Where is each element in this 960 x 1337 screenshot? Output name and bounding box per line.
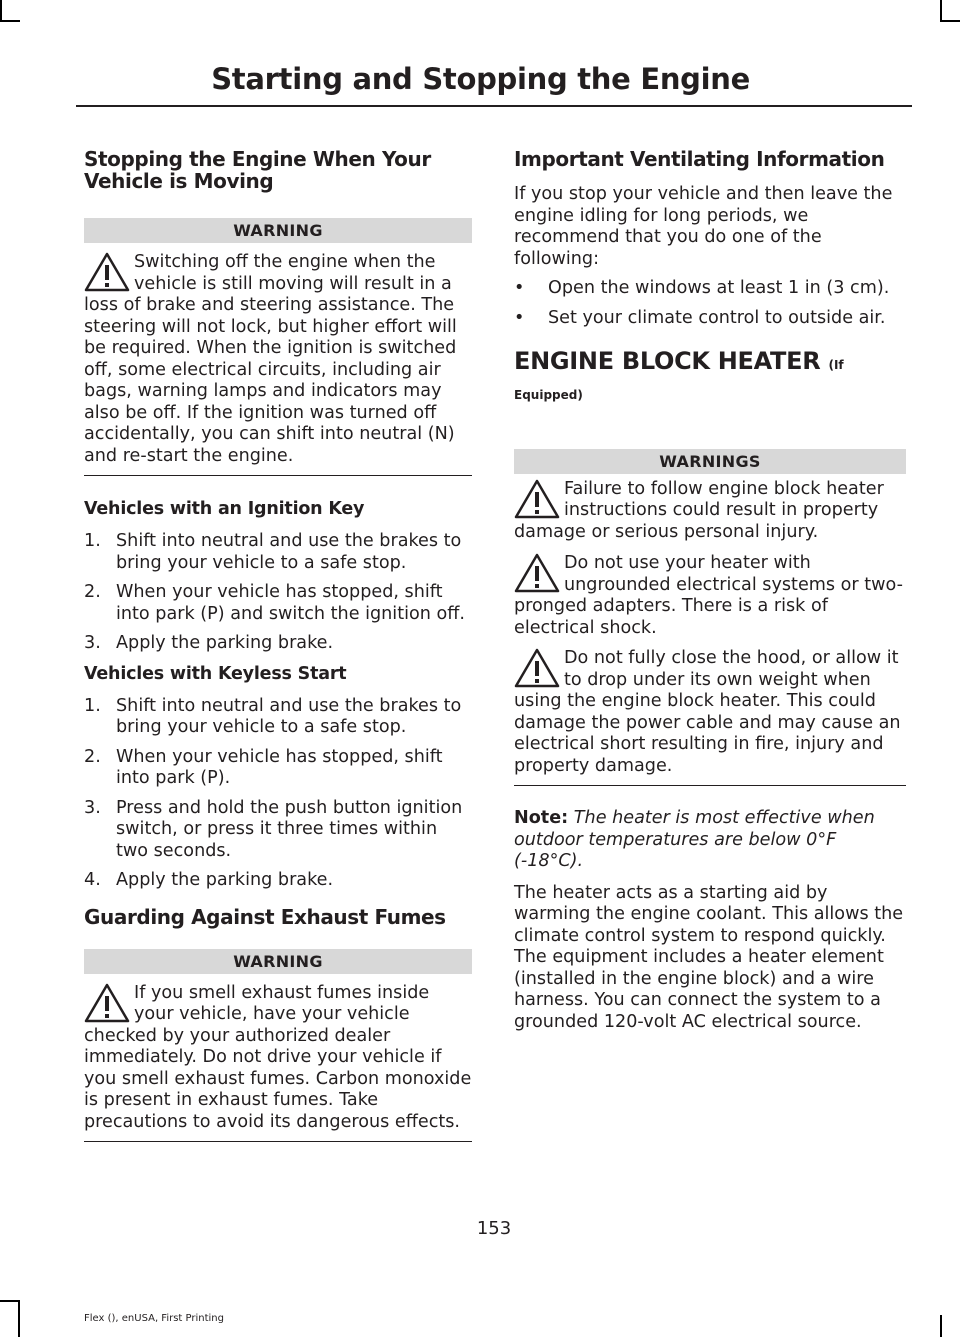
warning-triangle-icon (514, 479, 560, 521)
list-item: 1. Shift into neutral and use the brakes to bring your vehicle to a safe stop. (84, 695, 462, 737)
section-title-block-heater: ENGINE BLOCK HEATER (If (514, 347, 844, 375)
warning-text: Failure to follow engine block heater instructions could result in property damage or serious personal injury. (514, 478, 884, 542)
warning-block (514, 648, 906, 786)
warning-header: WARNING (84, 949, 472, 974)
warning-text: Switching off the engine when the vehicle is still moving will result in a loss of brake and steering assistance. The steering will not lock, but higher effort will be required. When the ignition is switched off, some electrical circuits, including air bags, warning lamps and indicators may also be off. If the ignition was turned off accidentally, you can shift into neutral (N) and re-start the engine. (84, 252, 457, 466)
list-item: 3. Press and hold the push button ignition switch, or press it three times within two seconds. (84, 797, 463, 861)
crop-mark (18, 1300, 20, 1337)
ignition-key-steps (84, 531, 472, 655)
crop-mark (940, 1315, 942, 1337)
list-item: • Set your climate control to outside air. (514, 307, 886, 328)
crop-mark (0, 0, 2, 20)
crop-mark (940, 20, 960, 22)
warning-block (514, 553, 906, 639)
warning-header: WARNING (84, 218, 472, 243)
note-paragraph (514, 808, 906, 873)
ventilating-intro: If you stop your vehicle and then leave the engine idling for long periods, we recommend that you do one of the following: (514, 184, 893, 269)
list-item: 1. Shift into neutral and use the brakes to bring your vehicle to a safe stop. (84, 531, 462, 573)
warning-block (84, 983, 472, 1143)
list-item: 3. Apply the parking brake. (84, 633, 334, 653)
note-text: The heater is most effective when outdoor temperatures are below 0°F (-18°C). (514, 808, 875, 871)
page-title: Starting and Stopping the Engine (211, 62, 750, 96)
crop-mark (0, 20, 20, 22)
section-title-ventilating: Important Ventilating Information (514, 147, 885, 171)
ventilating-bullets (514, 278, 906, 329)
crop-mark (940, 0, 942, 20)
warnings-header: WARNINGS (514, 449, 906, 474)
subsection-title-keyless-start: Vehicles with Keyless Start (84, 663, 347, 684)
equipped-label: Equipped) (514, 388, 583, 402)
footer-print-info: Flex (), enUSA, First Printing (84, 1313, 224, 1324)
warning-block (514, 479, 906, 544)
warning-triangle-icon (514, 553, 560, 595)
crop-mark (0, 1300, 20, 1302)
list-item: 4. Apply the parking brake. (84, 870, 334, 890)
list-item: • Open the windows at least 1 in (3 cm). (514, 278, 890, 298)
left-column (84, 148, 472, 1142)
warning-text: Do not use your heater with ungrounded electrical systems or two-pronged adapters. There is a risk of electrical shock. (514, 553, 903, 638)
note-label: Note: (514, 808, 569, 828)
list-item: 2. When your vehicle has stopped, shift into park (P) and switch the ignition off. (84, 582, 465, 624)
page-number: 153 (476, 1218, 512, 1239)
warning-text: Do not fully close the hood, or allow it to drop under its own weight when using the engine block heater. This could damage the power cable and may cause an electrical short resulting in fire, injury and property damage. (514, 648, 901, 776)
warning-block (84, 252, 472, 476)
list-item: 2. When your vehicle has stopped, shift into park (P). (84, 746, 443, 788)
warning-triangle-icon (84, 983, 130, 1025)
section-title-stopping: Stopping the Engine When Your Vehicle is Moving (84, 147, 431, 193)
subsection-title-ignition-key: Vehicles with an Ignition Key (84, 499, 365, 519)
right-column (514, 148, 906, 1033)
title-rule (76, 105, 912, 107)
keyless-start-steps (84, 696, 472, 892)
heater-description: The heater acts as a starting aid by warming the engine coolant. This allows the climate control system to respond quickly. The equipment includes a heater element (installed in the engine block) and a wire harness. You can connect the system to a grounded 120-volt AC electrical source. (514, 882, 904, 1032)
warning-triangle-icon (84, 252, 130, 294)
section-title-exhaust-fumes: Guarding Against Exhaust Fumes (84, 904, 446, 929)
warning-text: If you smell exhaust fumes inside your vehicle, have your vehicle checked by your authorized dealer immediately. Do not drive your vehicle if you smell exhaust fumes. Carbon monoxide is present in exhaust fumes. Take precautions to avoid its dangerous effects. (84, 982, 472, 1132)
warning-triangle-icon (514, 648, 560, 690)
